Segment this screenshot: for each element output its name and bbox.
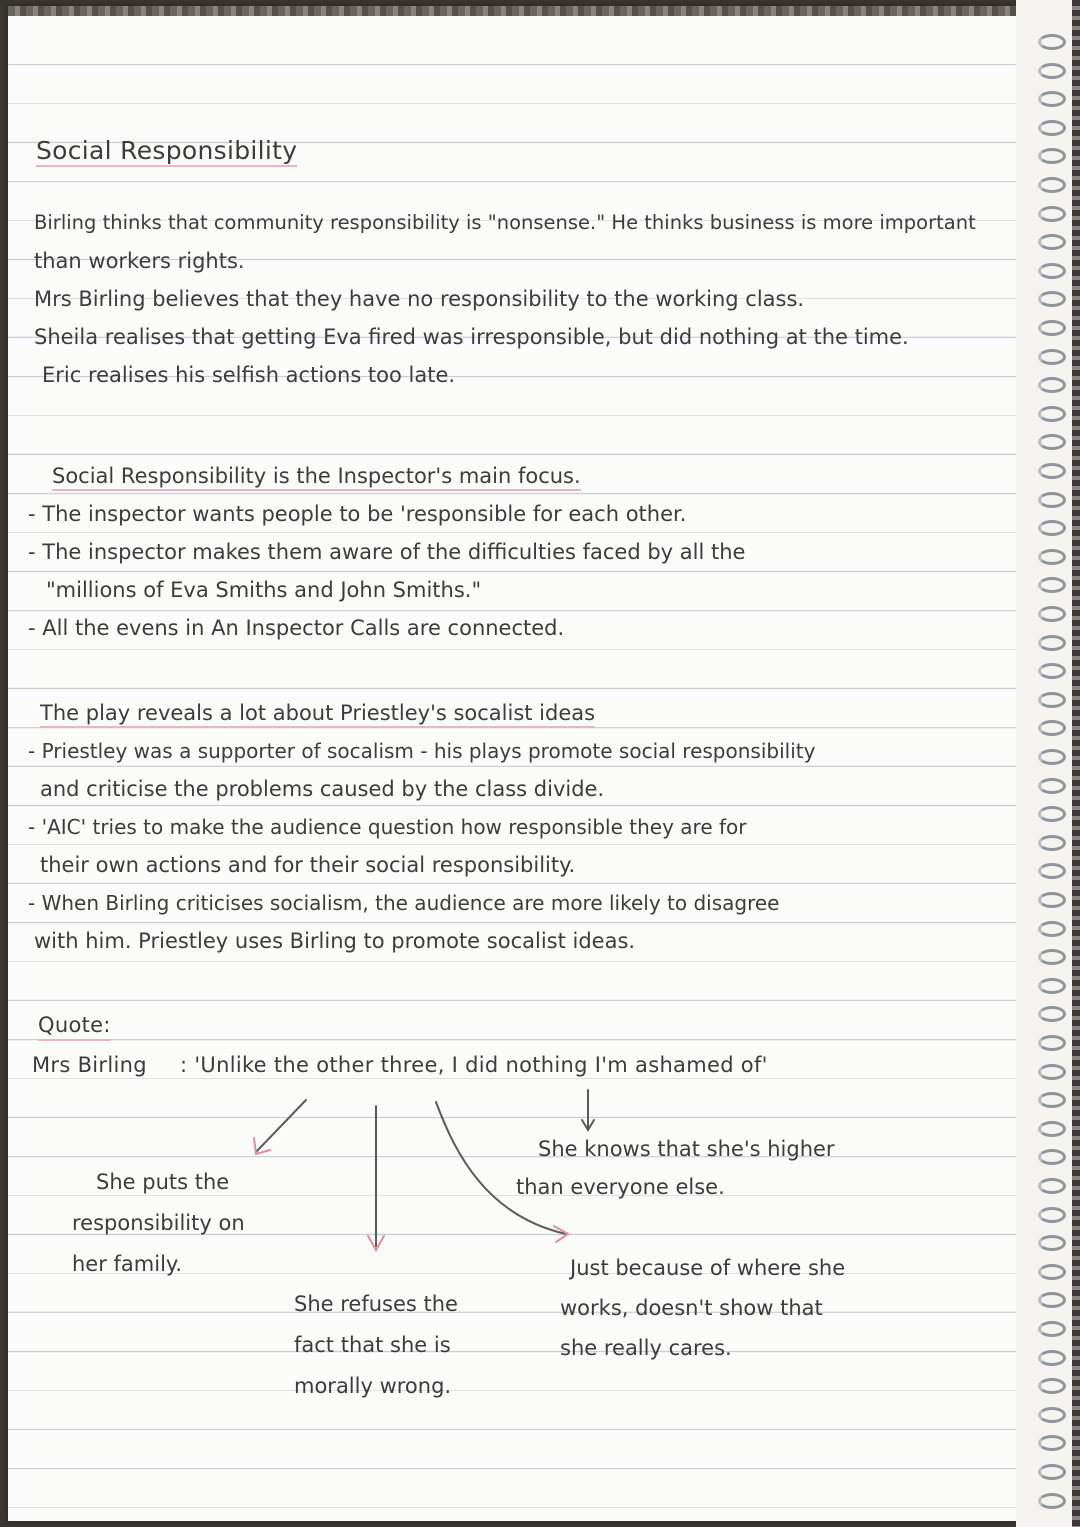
annotation-line: She knows that she's higher	[538, 1137, 835, 1161]
annotation-line: She refuses the	[294, 1292, 458, 1316]
quote-speaker: Mrs Birling	[32, 1053, 147, 1077]
spiral-coil	[1038, 1435, 1066, 1451]
spiral-coil	[1038, 406, 1066, 422]
annotation-middle	[294, 1284, 458, 1407]
spiral-coil	[1038, 63, 1066, 79]
spiral-coil	[1038, 1035, 1066, 1051]
spiral-coil	[1038, 1350, 1066, 1366]
spiral-coil	[1038, 91, 1066, 107]
quote-label: Quote:	[38, 1012, 111, 1041]
spiral-coil	[1038, 978, 1066, 994]
spiral-coil	[1038, 663, 1066, 679]
spiral-coil	[1038, 234, 1066, 250]
annotation-arrows	[8, 6, 1016, 1521]
spiral-coil	[1038, 692, 1066, 708]
spiral-coil	[1038, 835, 1066, 851]
annotation-line: she really cares.	[560, 1336, 732, 1360]
paragraph-line: Eric realises his selfish actions too late.	[42, 363, 456, 387]
spiral-coil	[1038, 863, 1066, 879]
spiral-coil	[1038, 349, 1066, 365]
spiral-coil	[1038, 749, 1066, 765]
spiral-coil	[1038, 1092, 1066, 1108]
arrow-left	[256, 1100, 306, 1152]
paragraph-line: than workers rights.	[34, 249, 245, 273]
spiral-coil	[1038, 1149, 1066, 1165]
spiral-coil	[1038, 921, 1066, 937]
spiral-coil	[1038, 1464, 1066, 1480]
annotation-left	[72, 1162, 245, 1285]
spiral-coil	[1038, 1493, 1066, 1509]
annotation-line: Just because of where she	[570, 1256, 846, 1280]
notebook-edge	[1072, 0, 1080, 1527]
bullet-line: - When Birling criticises socialism, the audience are more likely to disagree	[28, 891, 780, 915]
spiral-coil	[1038, 1407, 1066, 1423]
spiral-coil	[1038, 1064, 1066, 1080]
spiral-coil	[1038, 434, 1066, 450]
spiral-coil	[1038, 291, 1066, 307]
bullet-line: - The inspector wants people to be 'responsible for each other.	[28, 502, 687, 526]
spiral-coil	[1038, 549, 1066, 565]
spiral-coil	[1038, 806, 1066, 822]
bullet-line: and criticise the problems caused by the class divide.	[40, 777, 605, 801]
annotation-line: works, doesn't show that	[560, 1296, 823, 1320]
spiral-coil	[1038, 148, 1066, 164]
annotation-right-top	[516, 1130, 835, 1206]
spiral-coil	[1038, 492, 1066, 508]
spiral-coil	[1038, 177, 1066, 193]
bullet-line: their own actions and for their social responsibility.	[40, 853, 576, 877]
spiral-coil	[1038, 577, 1066, 593]
bullet-line: - The inspector makes them aware of the difficulties faced by all the	[28, 540, 746, 564]
spiral-coil	[1038, 606, 1066, 622]
spiral-coil	[1038, 463, 1066, 479]
spiral-coil	[1038, 520, 1066, 536]
bullet-line: - 'AIC' tries to make the audience question how responsible they are for	[28, 815, 747, 839]
spiral-coil	[1038, 1235, 1066, 1251]
annotation-line: morally wrong.	[294, 1374, 452, 1398]
spiral-coil	[1038, 1178, 1066, 1194]
spiral-coil	[1038, 1321, 1066, 1337]
bullet-line: "millions of Eva Smiths and John Smiths."	[46, 578, 482, 602]
spiral-coil	[1038, 1006, 1066, 1022]
annotation-line: fact that she is	[294, 1333, 451, 1357]
spiral-coil	[1038, 1121, 1066, 1137]
spiral-coil	[1038, 263, 1066, 279]
spiral-coil	[1038, 120, 1066, 136]
bullet-line: - All the evens in An Inspector Calls are connected.	[28, 616, 565, 640]
notebook-page	[8, 6, 1016, 1521]
spiral-coil	[1038, 1292, 1066, 1308]
spiral-coil	[1038, 1264, 1066, 1280]
paragraph-line: Mrs Birling believes that they have no responsibility to the working class.	[34, 287, 805, 311]
section-heading: The play reveals a lot about Priestley's socalist ideas	[28, 694, 815, 732]
spiral-coil	[1038, 1378, 1066, 1394]
spiral-coil	[1038, 320, 1066, 336]
paragraph-line: Birling thinks that community responsibility is "nonsense." He thinks business is more important	[34, 211, 976, 234]
page-title: Social Responsibility	[36, 136, 298, 165]
section-heading: Social Responsibility is the Inspector's main focus.	[28, 457, 745, 495]
bullet-line: with him. Priestley uses Birling to promote socalist ideas.	[34, 929, 636, 953]
spiral-coil	[1038, 377, 1066, 393]
spiral-coil	[1038, 1207, 1066, 1223]
spiral-coil	[1038, 720, 1066, 736]
annotation-line: than everyone else.	[516, 1175, 725, 1199]
spiral-coil	[1038, 892, 1066, 908]
annotation-line: She puts the	[96, 1170, 230, 1194]
annotation-line: responsibility on	[72, 1211, 245, 1235]
spiral-coil	[1038, 778, 1066, 794]
spiral-coil	[1038, 635, 1066, 651]
annotation-line: her family.	[72, 1252, 183, 1276]
bullet-line: - Priestley was a supporter of socalism - his plays promote social responsibility	[28, 739, 816, 763]
paragraph-line: Sheila realises that getting Eva fired was irresponsible, but did nothing at the time.	[34, 325, 909, 349]
quote-text: : 'Unlike the other three, I did nothing I'm ashamed of'	[180, 1053, 768, 1077]
spiral-binding	[1016, 0, 1080, 1527]
annotation-right-bottom	[560, 1248, 845, 1368]
spiral-coil	[1038, 34, 1066, 50]
spiral-coil	[1038, 206, 1066, 222]
spiral-coil	[1038, 949, 1066, 965]
